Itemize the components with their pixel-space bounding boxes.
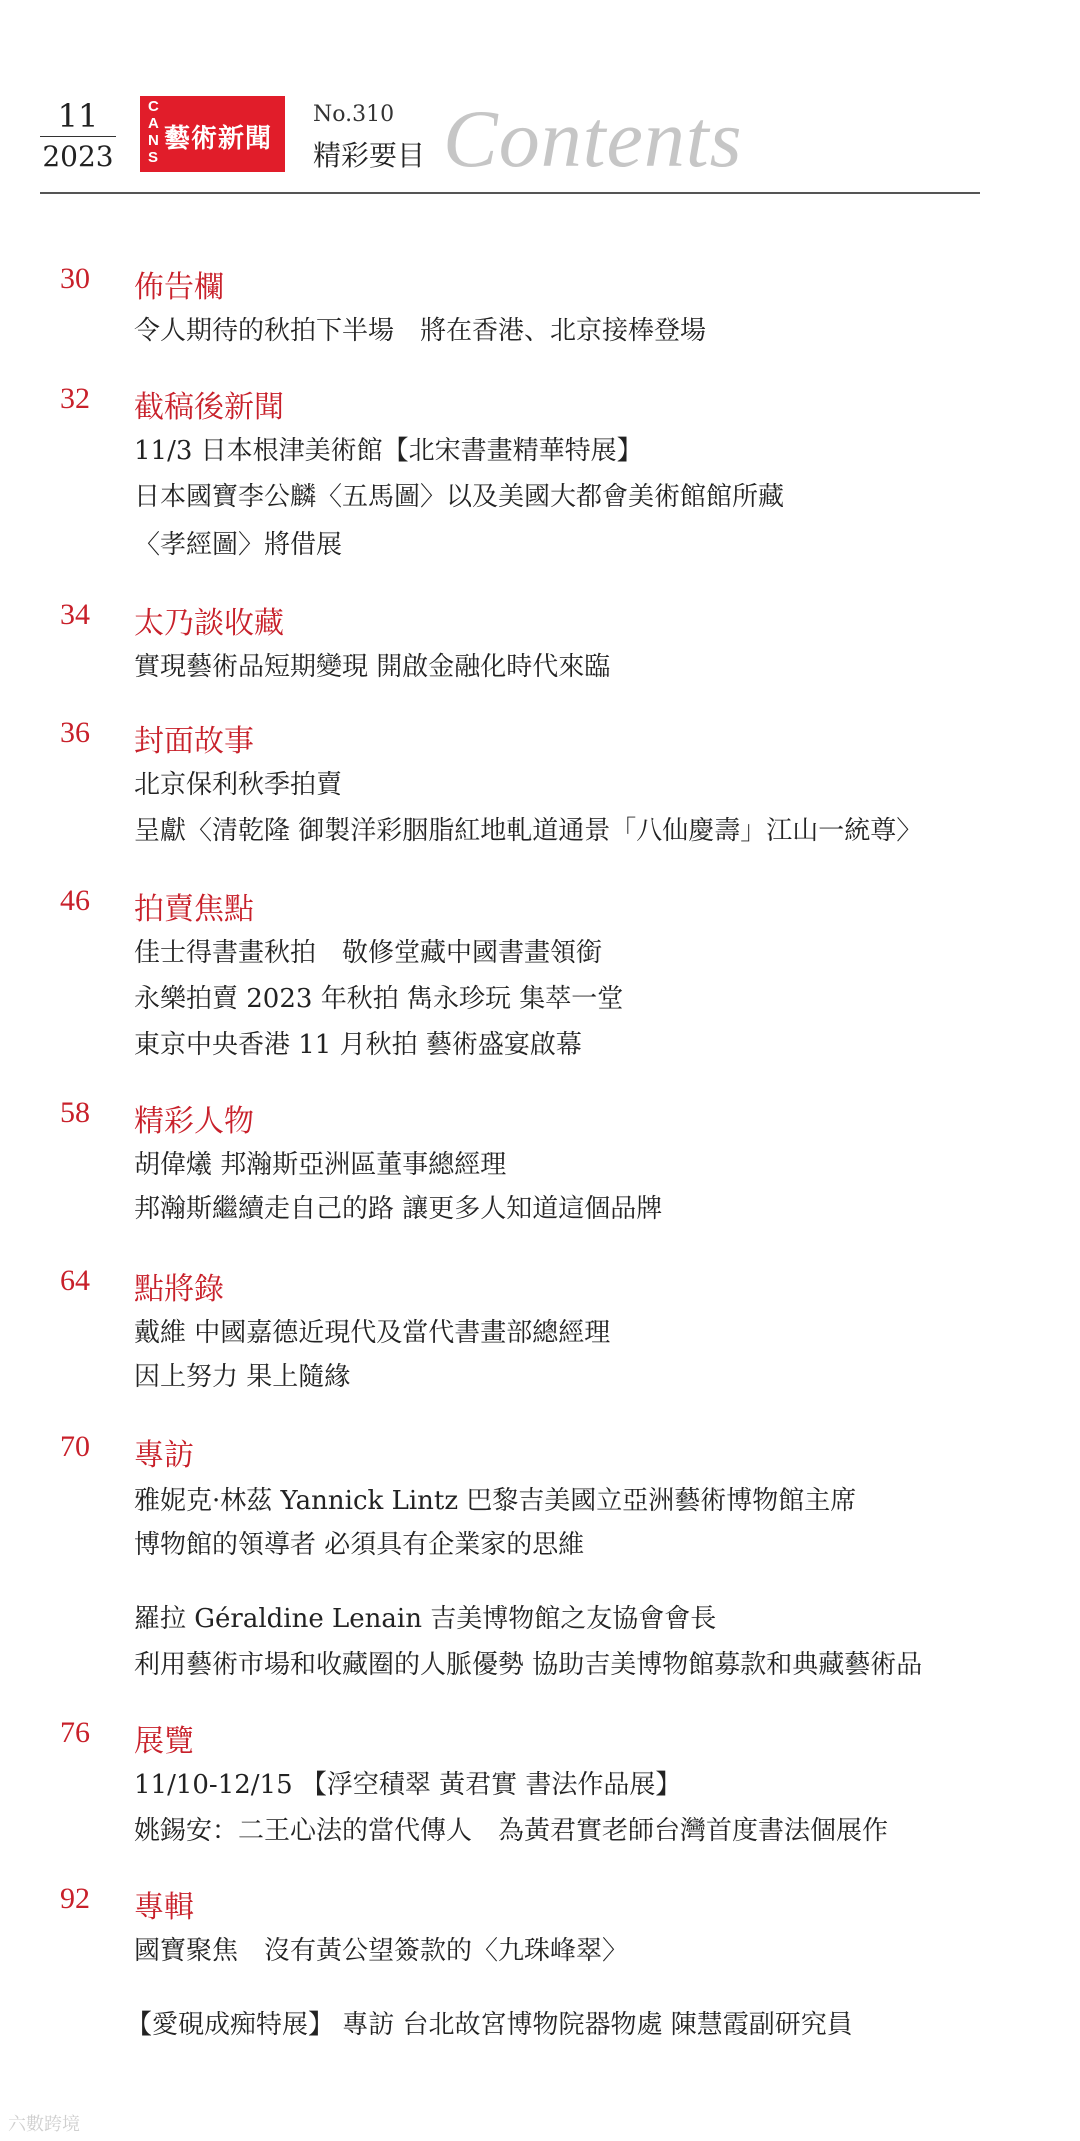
article-line: 因上努力 果上隨緣 <box>134 1362 351 1392</box>
magazine-logo <box>140 96 285 172</box>
issue-year: 2023 <box>40 136 116 177</box>
article-line: 東京中央香港 11 月秋拍 藝術盛宴啟幕 <box>134 1030 582 1060</box>
article-line: 利用藝術市場和收藏圈的人脈優勢 協助吉美博物館募款和典藏藝術品 <box>134 1650 923 1680</box>
article-line: 北京保利秋季拍賣 <box>134 770 343 800</box>
article-line: 戴維 中國嘉德近現代及當代書畫部總經理 <box>134 1318 611 1348</box>
article-line: 邦瀚斯繼續走自己的路 讓更多人知道這個品牌 <box>134 1194 663 1224</box>
section-title[interactable]: 拍賣焦點 <box>134 892 254 927</box>
article-line: 【愛硯成痴特展】 專訪 台北故宮博物院器物處 陳慧霞副研究員 <box>126 2010 853 2040</box>
section-title[interactable]: 專輯 <box>134 1890 194 1925</box>
article-line: 國寶聚焦 沒有黃公望簽款的〈九珠峰翠〉 <box>134 1936 629 1966</box>
article-line: 雅妮克·林茲 Yannick Lintz 巴黎吉美國立亞洲藝術博物館主席 <box>134 1486 857 1516</box>
article-line: 永樂拍賣 2023 年秋拍 雋永珍玩 集萃一堂 <box>134 984 624 1014</box>
article-line: 11/10-12/15 【浮空積翠 黃君實 書法作品展】 <box>134 1770 682 1800</box>
section-title[interactable]: 太乃談收藏 <box>134 606 284 641</box>
article-line: 令人期待的秋拍下半場 將在香港、北京接棒登場 <box>134 316 707 346</box>
watermark: 六數跨境 <box>8 2114 80 2134</box>
header-divider <box>40 192 980 194</box>
section-title[interactable]: 佈告欄 <box>134 270 224 305</box>
article-line: 佳士得書畫秋拍 敬修堂藏中國書畫領銜 <box>134 938 603 968</box>
page-number: 32 <box>60 382 90 415</box>
page-number: 46 <box>60 884 90 917</box>
page-number: 92 <box>60 1882 90 1915</box>
highlights-label: 精彩要目 <box>313 139 426 172</box>
section-title[interactable]: 截稿後新聞 <box>134 390 284 425</box>
section-title[interactable]: 展覽 <box>134 1724 194 1759</box>
page-number: 64 <box>60 1264 90 1297</box>
page-number: 70 <box>60 1430 90 1463</box>
article-line: 胡偉爔 邦瀚斯亞洲區董事總經理 <box>134 1150 507 1180</box>
page-number: 36 <box>60 716 90 749</box>
issue-date <box>40 96 116 177</box>
article-line: 11/3 日本根津美術館【北宋書畫精華特展】 <box>134 436 643 466</box>
article-line: 姚錫安：二王心法的當代傳人 為黃君實老師台灣首度書法個展作 <box>134 1816 889 1846</box>
article-line: 羅拉 Géraldine Lenain 吉美博物館之友協會會長 <box>134 1604 717 1634</box>
page-number: 58 <box>60 1096 90 1129</box>
issue-month: 11 <box>57 97 99 135</box>
article-line: 博物館的領導者 必須具有企業家的思維 <box>134 1530 585 1560</box>
page-number: 30 <box>60 262 90 295</box>
article-line: 實現藝術品短期變現 開啟金融化時代來臨 <box>134 652 611 682</box>
issue-number: No.310 <box>313 102 395 127</box>
logo-text: 藝術新聞 <box>164 124 273 154</box>
article-line: 日本國寶李公麟〈五馬圖〉以及美國大都會美術館館所藏 <box>134 482 785 512</box>
contents-heading: Contents <box>443 93 743 184</box>
page-number: 76 <box>60 1716 90 1749</box>
logo-letters: CANS <box>148 98 159 166</box>
section-title[interactable]: 點將錄 <box>134 1272 224 1307</box>
masthead <box>40 93 980 196</box>
section-title[interactable]: 精彩人物 <box>134 1104 254 1139</box>
section-title[interactable]: 專訪 <box>134 1438 194 1473</box>
article-line: 呈獻〈清乾隆 御製洋彩胭脂紅地軋道通景「八仙慶壽」江山一統尊〉 <box>134 816 923 846</box>
article-line: 〈孝經圖〉將借展 <box>134 530 343 560</box>
section-title[interactable]: 封面故事 <box>134 724 254 759</box>
page-number: 34 <box>60 598 90 631</box>
